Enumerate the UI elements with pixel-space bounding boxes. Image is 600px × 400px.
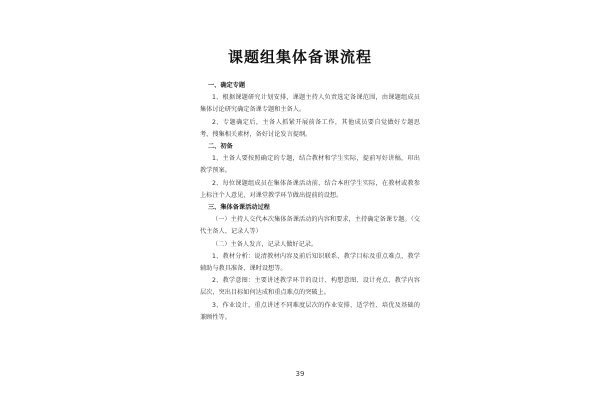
paragraph: 1、教材分析：说清教材内容及前后知识联系、教学目标及重点难点、教学辅助与教具准备、课时设想等。 [200, 252, 420, 273]
section-heading: 二、初备 [208, 143, 233, 151]
section-heading: 三、集体备课活动过程 [208, 204, 270, 212]
paragraph: 1、根据课题研究计划安排，课题主持人负责选定备课范围，由课题组成员集体讨论研究确定备课专题和主备人。 [200, 94, 420, 114]
paragraph: （一）主持人交代本次集体备课活动的内容和要求，主持确定备课专题。（交代主备人、记录人等） [200, 216, 420, 236]
paragraph: 2、教学意图：主要讲述教学环节的设计、构想意图、设计亮点、教学内容层次，突出目标如何达成和重点难点的突破上。 [200, 277, 420, 297]
paragraph: 2、每位课题组成员在集体备课活动前，结合本班学生实际，在教材或教参上标注个人意见，对课堂教学环节做出提前的设想。 [200, 179, 420, 199]
page-number: 39 [295, 370, 305, 378]
section-heading: 一、确定专题 [208, 82, 246, 89]
paragraph: （二）主备人发言，记录人做好记录。 [212, 240, 318, 248]
document-body [200, 80, 420, 324]
paragraph: 2、专题确定后，主备人抓紧开展前备工作，其他成员要自觉做好专题思考，搜集相关素材，备好讨论发言提纲。 [200, 118, 420, 138]
document-title: 课题组集体备课流程 [227, 48, 372, 66]
paragraph: 3、作业设计，重点讲述不同难度层次的作业安排、适学性、培优及基础的兼顾性等。 [200, 301, 420, 321]
paragraph: 1、主备人要按照确定的专题，结合教材和学生实际，提前写好讲稿，印出教学预案。 [200, 155, 420, 175]
